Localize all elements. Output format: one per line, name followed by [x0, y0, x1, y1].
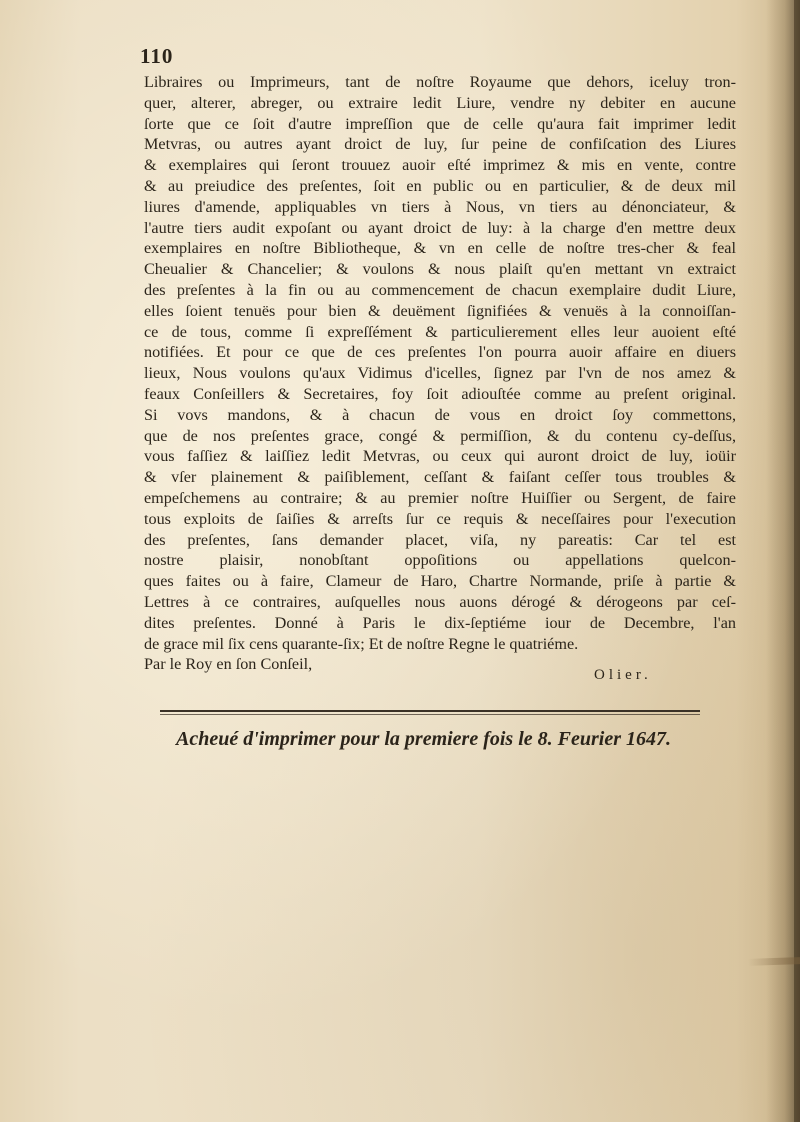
text-line: feaux Conſeillers & Secretaires, foy ſoit adiouſtée comme au preſent original. [144, 384, 736, 403]
privilege-text [144, 72, 736, 675]
text-line: liures d'amende, appliquables vn tiers à Nous, vn tiers au dénonciateur, & [144, 197, 736, 216]
colophon: Acheué d'imprimer pour la premiere fois le 8. Feurier 1647. [176, 728, 671, 750]
text-line: & vſer plainement & paiſiblement, ceſſant & faiſant ceſſer tous troubles & [144, 468, 736, 487]
text-line: ſorte que ce ſoit d'autre impreſſion que de celle qu'aura fait imprimer ledit [144, 114, 736, 133]
text-line: quer, alterer, abreger, ou extraire ledit Liure, vendre ny debiter en aucune [144, 93, 736, 112]
text-line: notifiées. Et pour ce que de ces preſentes l'on pourra auoir affaire en diuers [144, 343, 736, 362]
page-number: 110 [140, 44, 174, 68]
text-line: Par le Roy en ſon Conſeil, [144, 655, 313, 674]
text-line: ques faites ou à faire, Clameur de Haro, Chartre Normande, priſe à partie & [144, 572, 736, 591]
text-line: lieux, Nous voulons qu'aux Vidimus d'icelles, ſignez par l'vn de nos amez & [144, 364, 736, 383]
signature: Olier. [594, 667, 652, 683]
text-line: tous exploits de ſaiſies & arreſts ſur ce requis & neceſſaires pour l'execution [144, 509, 736, 528]
text-line: des preſentes, ſans demander placet, viſa, ny pareatis: Car tel est [144, 530, 736, 549]
text-line: ce de tous, comme ſi expreſſément & particulierement elles leur auoient eſté [144, 322, 736, 341]
text-line: exemplaires en noſtre Bibliotheque, & vn en celle de noſtre tres-cher & feal [144, 239, 736, 258]
text-line: Libraires ou Imprimeurs, tant de noſtre Royaume que dehors, iceluy tron- [144, 73, 736, 91]
divider-rule-thin [160, 714, 700, 715]
text-line: dites preſentes. Donné à Paris le dix-ſeptiéme iour de Decembre, l'an [144, 613, 736, 632]
text-line: vous faſſiez & laiſſiez ledit Metvras, ou ceux qui auront droict de luy, ioüir [144, 447, 736, 466]
text-line: de grace mil ſix cens quarante-ſix; Et de noſtre Regne le quatriéme. [144, 634, 579, 653]
text-line: & au preiudice des preſentes, ſoit en public ou en particulier, & de deux mil [144, 176, 736, 195]
text-line: elles ſoient tenuës pour bien & deuëment ſignifiées & venuës à la connoiſſan- [144, 301, 736, 320]
text-line: empeſchemens au contraire; & au premier noſtre Huiſſier ou Sergent, de faire [144, 488, 736, 507]
text-line: & exemplaires qui ſeront trouuez auoir eſté imprimez & mis en vente, contre [144, 156, 736, 175]
page-edge [794, 0, 800, 1122]
text-line: Metvras, ou autres ayant droict de luy, ſur peine de confiſcation des Liures [144, 135, 736, 154]
text-line: des preſentes à la fin ou au commencement de chacun exemplaire dudit Liure, [144, 280, 736, 299]
text-line: que de nos preſentes grace, congé & permiſſion, & du contenu cy-deſſus, [144, 426, 736, 445]
divider-rule [160, 710, 700, 712]
text-line: Lettres à ce contraires, auſquelles nous auons dérogé & dérogeons par ceſ- [144, 592, 736, 611]
text-line: nostre plaisir, nonobſtant oppoſitions ou appellations quelcon- [144, 551, 736, 570]
text-line: Cheualier & Chancelier; & voulons & nous plaiſt qu'en mettant vn extraict [144, 260, 736, 279]
text-line: l'autre tiers audit expoſant ou ayant droict de luy: à la charge d'en mettre deux [144, 218, 736, 237]
text-line: Si vovs mandons, & à chacun de vous en droict ſoy commettons, [144, 405, 736, 424]
